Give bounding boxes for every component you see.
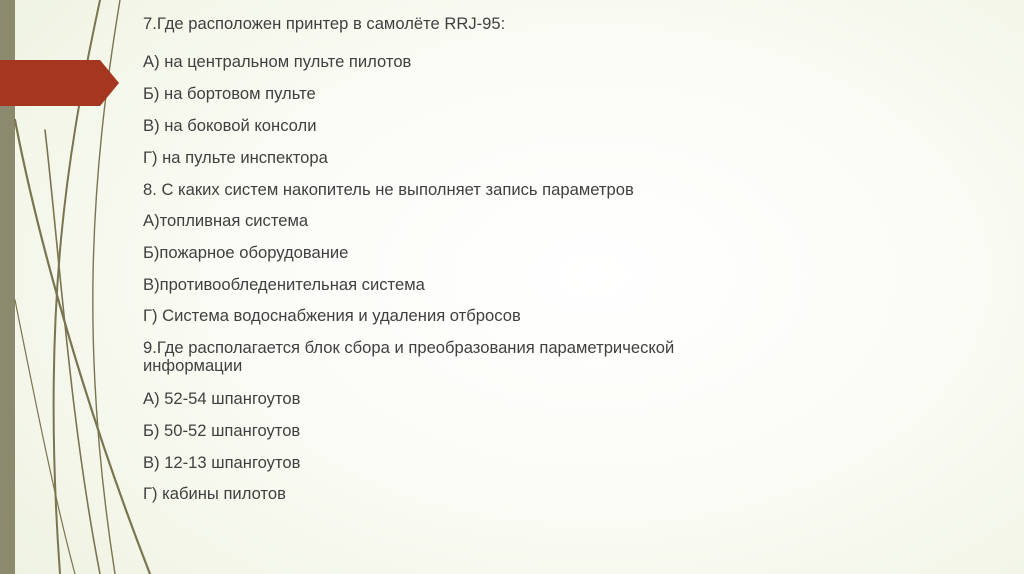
answer-8a: А)топливная система [143,211,309,230]
answer-8d: Г) Система водоснабжения и удаления отбросов [143,306,521,325]
question-8: 8. С каких систем накопитель не выполняет запись параметров [143,180,634,199]
answer-7c: В) на боковой консоли [143,116,317,135]
answer-9a: А) 52-54 шпангоутов [143,389,301,408]
answer-9b: Б) 50-52 шпангоутов [143,421,301,440]
accent-arrow-shape [0,60,119,106]
question-7: 7.Где расположен принтер в самолёте RRJ-95: [143,14,506,33]
curve-line [15,120,150,574]
accent-arrow [0,60,119,106]
answer-9c: В) 12-13 шпангоутов [143,453,301,472]
question-9-line2: информации [143,356,243,375]
answer-7d: Г) на пульте инспектора [143,148,328,167]
answer-8c: В)противообледенительная система [143,275,425,294]
answer-7b: Б) на бортовом пульте [143,84,316,103]
answer-8b: Б)пожарное оборудование [143,243,349,262]
answer-9d: Г) кабины пилотов [143,484,286,503]
question-9-line1: 9.Где располагается блок сбора и преобразования параметрической [143,338,675,357]
answer-7a: А) на центральном пульте пилотов [143,52,412,71]
